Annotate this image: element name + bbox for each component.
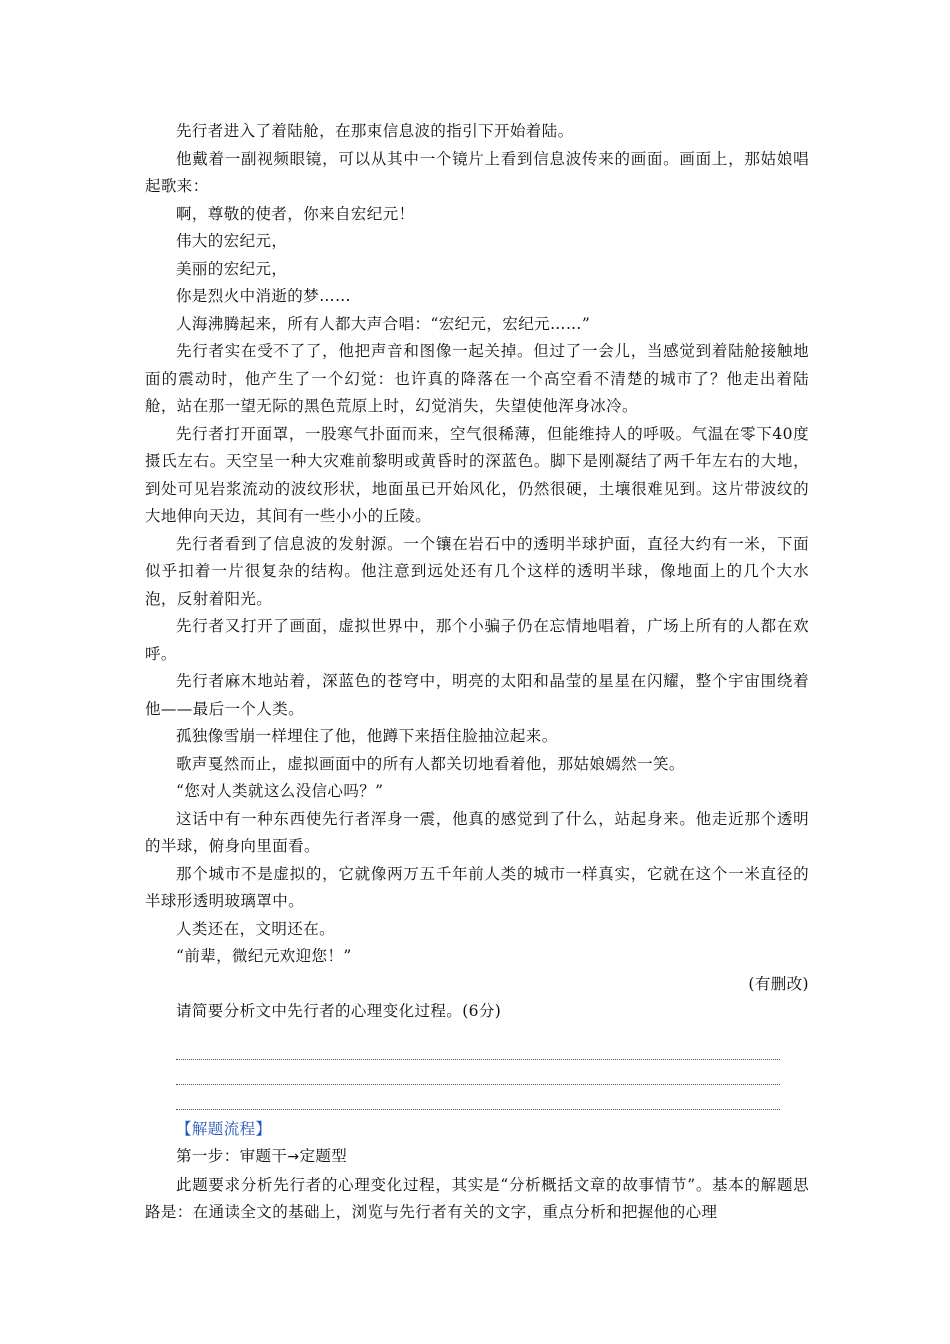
passage-paragraph-17: 那个城市不是虚拟的，它就像两万五千年前人类的城市一样真实，它就在这个一米直径的半球形透明玻璃罩中。 (145, 864, 809, 910)
passage-paragraph-9: 先行者打开面罩，一股寒气扑面而来，空气很稀薄，但能维持人的呼吸。气温在零下40度摄氏左右。天空呈一种大灾难前黎明或黄昏时的深蓝色。脚下是刚凝结了两千年左右的大地，到处可见岩浆流动的波纹形状，地面虽已开始风化，仍然很硬，土壤很难见到。这片带波纹的大地伸向天边，其间有一些小小的丘陵。 (145, 424, 809, 525)
song-line-1: 啊，尊敬的使者，你来自宏纪元！ (176, 204, 415, 223)
question-text: 请简要分析文中先行者的心理变化过程。(6分) (176, 1002, 502, 1020)
passage-paragraph-18: 人类还在，文明还在。 (176, 919, 336, 938)
arrow-right-icon: → (287, 1149, 300, 1165)
answer-line[interactable] (176, 1060, 780, 1085)
passage-paragraph-1: 先行者进入了着陆舱，在那束信息波的指引下开始着陆。 (176, 122, 574, 140)
song-line-4: 你是烈火中消逝的梦…… (176, 287, 351, 305)
solution-step-1 (145, 1143, 809, 1172)
answer-line[interactable] (176, 1035, 780, 1060)
passage-paragraph-7: 人海沸腾起来，所有人都大声合唱：“宏纪元，宏纪元……” (176, 314, 591, 333)
passage-paragraph-8: 先行者实在受不了了，他把声音和图像一起关掉。但过了一会儿，当感觉到着陆舱接触地面的震动时，他产生了一个幻觉：也许真的降落在一个高空看不清楚的城市了？他走出着陆舱，站在那一望无际的黑色荒原上时，幻觉消失，失望使他浑身冰冷。 (145, 342, 809, 415)
passage-paragraph-2: 他戴着一副视频眼镜，可以从其中一个镜片上看到信息波传来的画面。画面上，那姑娘唱起歌来： (145, 149, 809, 195)
passage-paragraph-14: 歌声戛然而止，虚拟画面中的所有人都关切地看着他，那姑娘嫣然一笑。 (176, 754, 685, 773)
step-1-tail: 定题型 (299, 1147, 348, 1165)
passage-paragraph-10: 先行者看到了信息波的发射源。一个镶在岩石中的透明半球护面，直径大约有一米，下面似乎扣着一片很复杂的结构。他注意到远处还有几个这样的透明半球，像地面上的几个大水泡，反射着阳光。 (145, 534, 809, 608)
passage-paragraph-15: “您对人类就这么没信心吗？” (176, 782, 384, 800)
passage-paragraph-11: 先行者又打开了画面，虚拟世界中，那个小骗子仍在忘情地唱着，广场上所有的人都在欢呼。 (145, 617, 809, 663)
passage-paragraph-13: 孤独像雪崩一样埋住了他，他蹲下来捂住脸抽泣起来。 (176, 727, 558, 745)
answer-lines (176, 1035, 780, 1110)
passage-paragraph-19: “前辈，微纪元欢迎您！” (176, 947, 352, 965)
solution-heading: 【解题流程】 (176, 1119, 272, 1138)
passage-paragraph-16: 这话中有一种东西使先行者浑身一震，他真的感觉到了什么，站起身来。他走近那个透明的半球，俯身向里面看。 (145, 809, 809, 855)
song-line-2: 伟大的宏纪元， (176, 232, 288, 250)
passage-paragraph-12: 先行者麻木地站着，深蓝色的苍穹中，明亮的太阳和晶莹的星星在闪耀，整个宇宙围绕着他——最后一个人类。 (145, 672, 809, 718)
song-line-3: 美丽的宏纪元， (176, 259, 288, 278)
solution-explanation: 此题要求分析先行者的心理变化过程，其实是“分析概括文章的故事情节”。基本的解题思路是：在通读全文的基础上，浏览与先行者有关的文字，重点分析和把握他的心理 (145, 1175, 809, 1221)
answer-line[interactable] (176, 1085, 780, 1110)
source-note: (有删改) (748, 974, 809, 993)
document-page (145, 118, 809, 1227)
step-1-label: 第一步：审题干 (176, 1147, 288, 1165)
solution-heading-row (145, 1116, 809, 1144)
